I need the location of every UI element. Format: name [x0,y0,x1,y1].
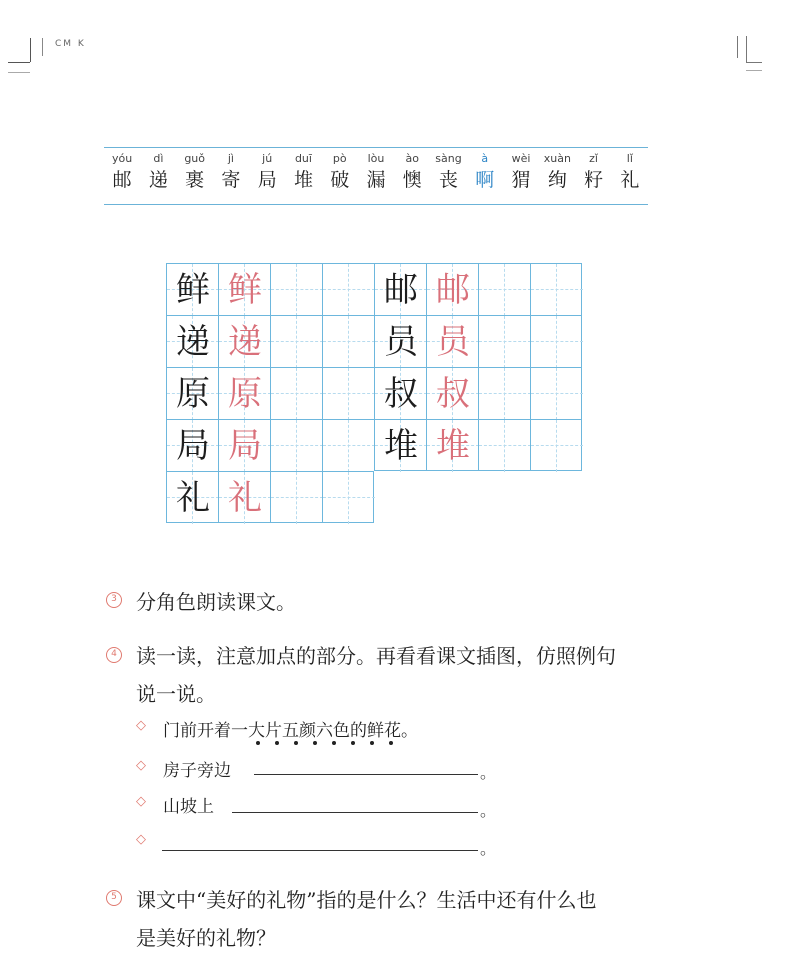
vocab-item [285,150,321,198]
emphasis-dot [351,741,355,745]
hanzi: 裹 [185,169,205,191]
tracing-character: 递 [228,322,262,362]
grid-cell [166,419,218,471]
model-character: 递 [176,322,210,362]
hanzi: 啊 [475,169,495,191]
exercise-number-badge: 3 [106,592,122,608]
grid-cell [218,263,270,315]
diamond-bullet-icon: ◇ [136,832,146,847]
hanzi: 漏 [366,169,386,191]
vocab-item [358,150,394,198]
pinyin: ào [405,152,419,165]
vocab-item-highlighted [467,150,503,198]
emphasis-dot [294,741,298,745]
diamond-bullet-icon: ◇ [136,718,146,733]
hanzi: 局 [257,169,277,191]
hanzi: 猬 [511,169,531,191]
crop-mark [746,62,762,63]
hanzi: 堆 [293,169,313,191]
emphasis-dots [256,741,393,745]
crop-mark [746,70,762,71]
hanzi: 寄 [221,169,241,191]
grid-cell [478,315,530,367]
grid-cell [166,315,218,367]
vocab-bottom-rule [104,204,648,205]
vocab-item [575,150,611,198]
vocab-item [213,150,249,198]
vocab-item [612,150,648,198]
grid-cell [270,315,322,367]
grid-cell [426,315,478,367]
pinyin: wèi [511,152,531,165]
grid-cell [322,471,374,523]
tracing-character: 员 [436,322,470,362]
grid-cell [426,367,478,419]
period: 。 [480,839,497,858]
sentence-prefix: 房子旁边 [163,761,231,781]
grid-cell [530,367,582,419]
tracing-character: 原 [228,374,262,414]
example-sentence: 门前开着一大片五颜六色的鲜花。 [163,721,418,741]
crop-mark [30,38,31,62]
crop-mark [737,36,738,58]
exercise-4-text-line1: 读一读，注意加点的部分。再看看课文插图，仿照例句 [136,644,616,668]
model-character: 叔 [384,374,418,414]
tracing-character: 局 [228,426,262,466]
grid-cell [322,315,374,367]
vocab-item [177,150,213,198]
crop-mark [8,62,30,63]
grid-cell [530,419,582,471]
hanzi: 破 [330,169,350,191]
grid-cell [374,419,426,471]
hanzi: 邮 [112,169,132,191]
pinyin: à [481,152,489,165]
model-character: 鲜 [176,270,210,310]
grid-cell [322,263,374,315]
model-character: 邮 [384,270,418,310]
pinyin: yóu [112,152,133,165]
grid-cell [218,315,270,367]
tracing-character: 堆 [436,426,470,466]
grid-cell [374,367,426,419]
answer-blank[interactable] [254,774,478,775]
sentence-prefix: 山坡上 [163,797,214,817]
hanzi: 懊 [402,169,422,191]
pinyin: duī [294,152,312,165]
answer-blank[interactable] [162,850,478,851]
vocab-item [539,150,575,198]
period: 。 [480,763,497,782]
pinyin: jì [227,152,234,165]
exercise-3-text: 分角色朗读课文。 [136,590,296,614]
pinyin: lòu [367,152,385,165]
grid-cell [218,367,270,419]
diamond-bullet-icon: ◇ [136,758,146,773]
exercise-5-text-line1: 课文中“美好的礼物”指的是什么？生活中还有什么也 [136,888,597,912]
answer-blank[interactable] [232,812,478,813]
grid-cell [374,315,426,367]
hanzi: 绚 [547,169,567,191]
grid-cell [478,367,530,419]
crop-mark [42,38,43,56]
tracing-character: 邮 [436,270,470,310]
hanzi: 礼 [620,169,640,191]
pinyin: dì [153,152,164,165]
hanzi: 递 [148,169,168,191]
model-character: 原 [176,374,210,414]
vocab-item [430,150,466,198]
grid-cell [218,419,270,471]
model-character: 礼 [176,478,210,518]
grid-cell [166,471,218,523]
model-character: 员 [384,322,418,362]
grid-cell [426,263,478,315]
hanzi: 籽 [584,169,604,191]
period: 。 [480,801,497,820]
grid-cell [270,263,322,315]
grid-cell [322,367,374,419]
character-writing-grid [166,263,586,527]
pinyin: zǐ [589,152,598,165]
vocab-item [394,150,430,198]
exercise-number-badge: 5 [106,890,122,906]
vocab-item [249,150,285,198]
pinyin: guǒ [184,152,205,165]
grid-cell [530,315,582,367]
grid-cell [166,367,218,419]
vocab-top-rule [104,147,648,148]
crop-mark [8,72,30,73]
vocab-item [503,150,539,198]
vocab-item [140,150,176,198]
grid-cell [374,263,426,315]
emphasis-dot [275,741,279,745]
grid-cell [530,263,582,315]
vocab-list [104,150,648,198]
pinyin: pò [332,152,347,165]
grid-cell [322,419,374,471]
exercise-5-text-line2: 是美好的礼物？ [136,926,276,950]
exercise-number-badge: 4 [106,647,122,663]
tracing-character: 礼 [228,478,262,518]
vocab-item [104,150,140,198]
color-registration-mark: CM K [55,39,86,49]
emphasis-dot [332,741,336,745]
emphasis-dot [370,741,374,745]
pinyin: xuàn [543,152,571,165]
grid-cell [478,263,530,315]
grid-cell [270,471,322,523]
model-character: 局 [176,426,210,466]
hanzi: 丧 [439,169,459,191]
vocab-item [322,150,358,198]
grid-cell [426,419,478,471]
grid-cell [218,471,270,523]
grid-cell [478,419,530,471]
pinyin: lǐ [626,152,633,165]
pinyin: sàng [435,152,462,165]
grid-cell [270,419,322,471]
model-character: 堆 [384,426,418,466]
tracing-character: 鲜 [228,270,262,310]
grid-cell [166,263,218,315]
emphasis-dot [389,741,393,745]
tracing-character: 叔 [436,374,470,414]
emphasis-dot [313,741,317,745]
emphasis-dot [256,741,260,745]
pinyin: jú [262,152,273,165]
diamond-bullet-icon: ◇ [136,794,146,809]
grid-cell [270,367,322,419]
crop-mark [746,36,747,62]
exercise-4-text-line2: 说一说。 [136,682,216,706]
